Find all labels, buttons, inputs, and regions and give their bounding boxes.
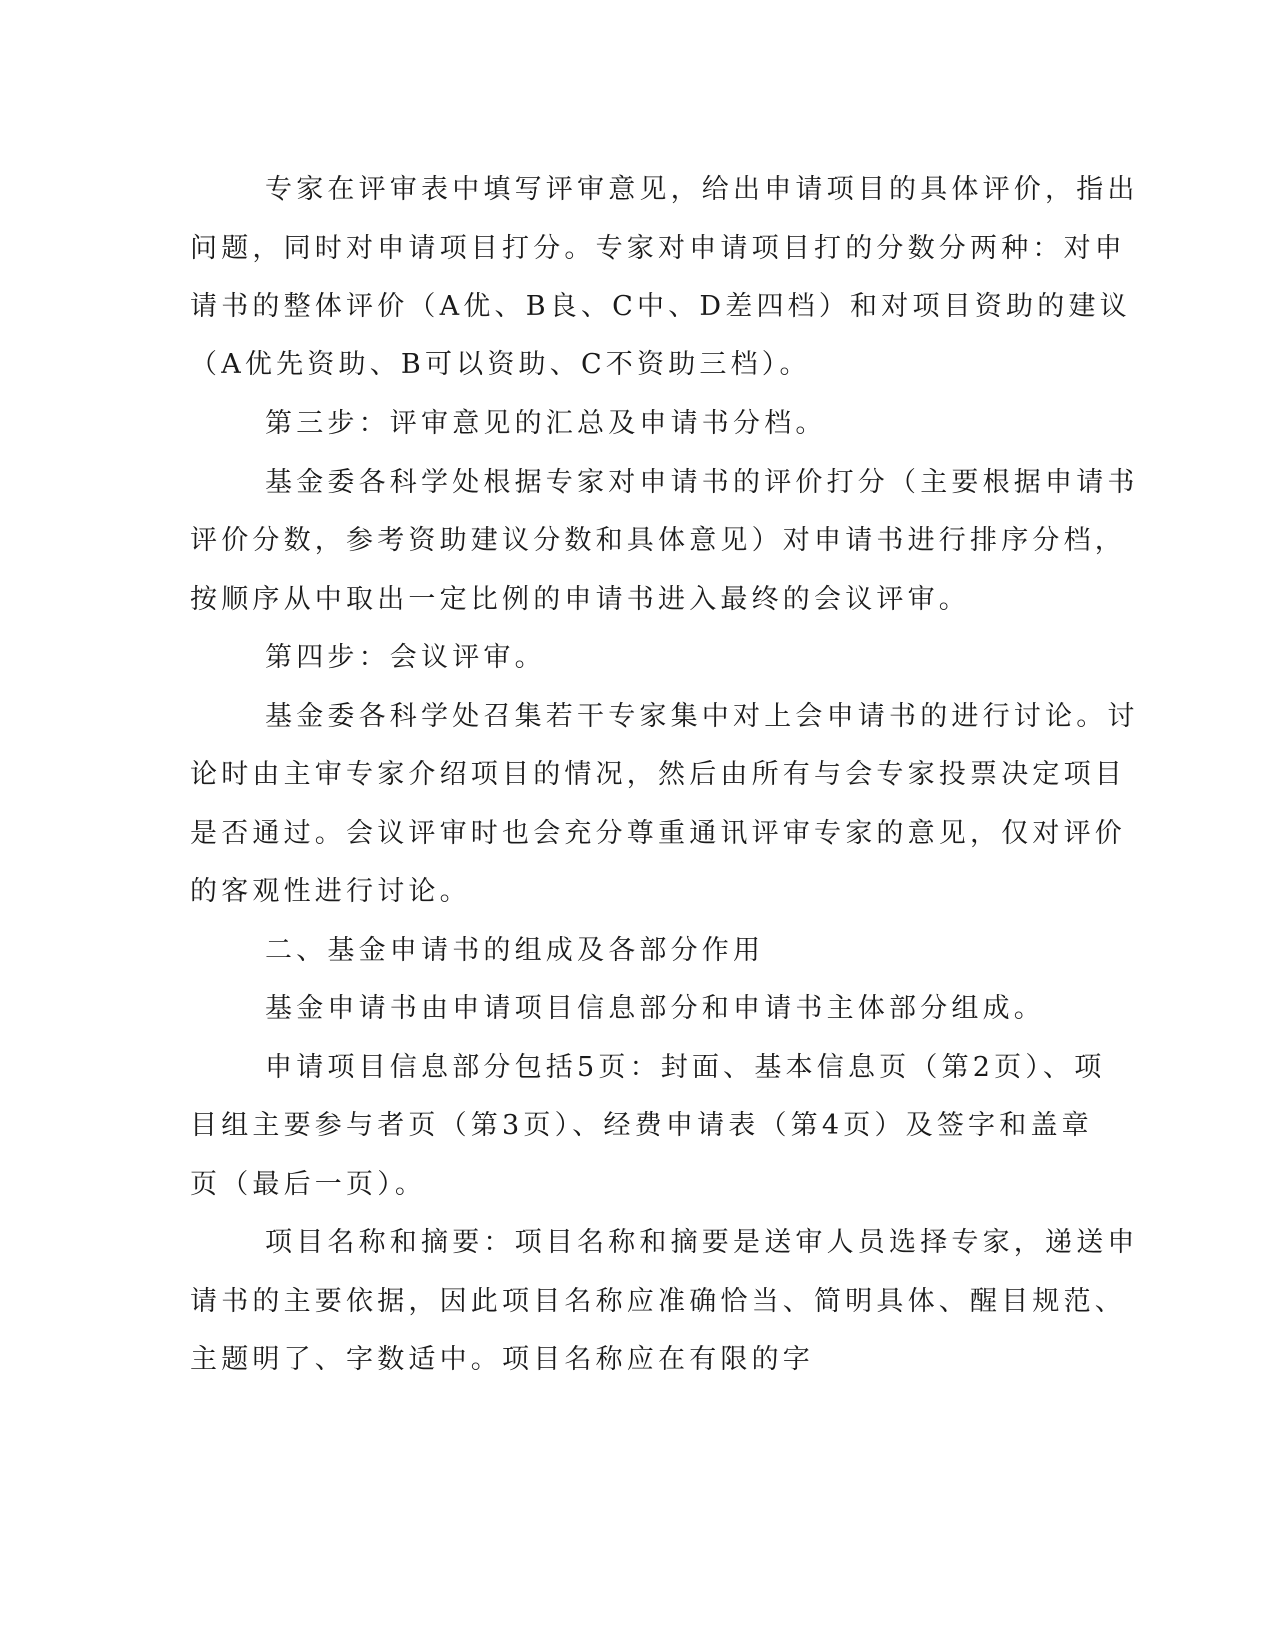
text-line: 按顺序从中取出一定比例的申请书进入最终的会议评审。 bbox=[190, 584, 970, 615]
text-line: 请书的主要依据，因此项目名称应准确恰当、简明具体、醒目规范、 bbox=[190, 1286, 1126, 1317]
text-line: 页（最后一页）。 bbox=[190, 1169, 427, 1200]
text-line: 项目名称和摘要：项目名称和摘要是送审人员选择专家，递送申 bbox=[265, 1227, 1139, 1258]
text-line: 评价分数，参考资助建议分数和具体意见）对申请书进行排序分档， bbox=[190, 525, 1126, 556]
text-line: 基金申请书由申请项目信息部分和申请书主体部分组成。 bbox=[265, 993, 1045, 1024]
text-line: 专家在评审表中填写评审意见，给出申请项目的具体评价，指出 bbox=[265, 174, 1139, 205]
text-line: 主题明了、字数适中。项目名称应在有限的字 bbox=[190, 1344, 814, 1375]
text-line: 的客观性进行讨论。 bbox=[190, 876, 471, 907]
text-line: 问题，同时对申请项目打分。专家对申请项目打的分数分两种：对申 bbox=[190, 233, 1126, 264]
text-line: 申请项目信息部分包括5页：封面、基本信息页（第2页）、项 bbox=[265, 1052, 1106, 1083]
text-line: 目组主要参与者页（第3页）、经费申请表（第4页）及签字和盖章 bbox=[190, 1110, 1093, 1141]
text-line: 请书的整体评价（A优、B良、C中、D差四档）和对项目资助的建议 bbox=[190, 291, 1131, 322]
text-line: 论时由主审专家介绍项目的情况，然后由所有与会专家投票决定项目 bbox=[190, 759, 1126, 790]
text-line: 基金委各科学处根据专家对申请书的评价打分（主要根据申请书 bbox=[265, 467, 1139, 498]
text-line: 第三步：评审意见的汇总及申请书分档。 bbox=[265, 408, 827, 439]
section-heading: 二、基金申请书的组成及各部分作用 bbox=[265, 935, 765, 966]
text-line: 基金委各科学处召集若干专家集中对上会申请书的进行讨论。讨 bbox=[265, 701, 1139, 732]
text-line: 第四步：会议评审。 bbox=[265, 642, 546, 673]
text-line: （A优先资助、B可以资助、C不资助三档）。 bbox=[190, 349, 811, 380]
text-line: 是否通过。会议评审时也会充分尊重通讯评审专家的意见，仅对评价 bbox=[190, 818, 1126, 849]
